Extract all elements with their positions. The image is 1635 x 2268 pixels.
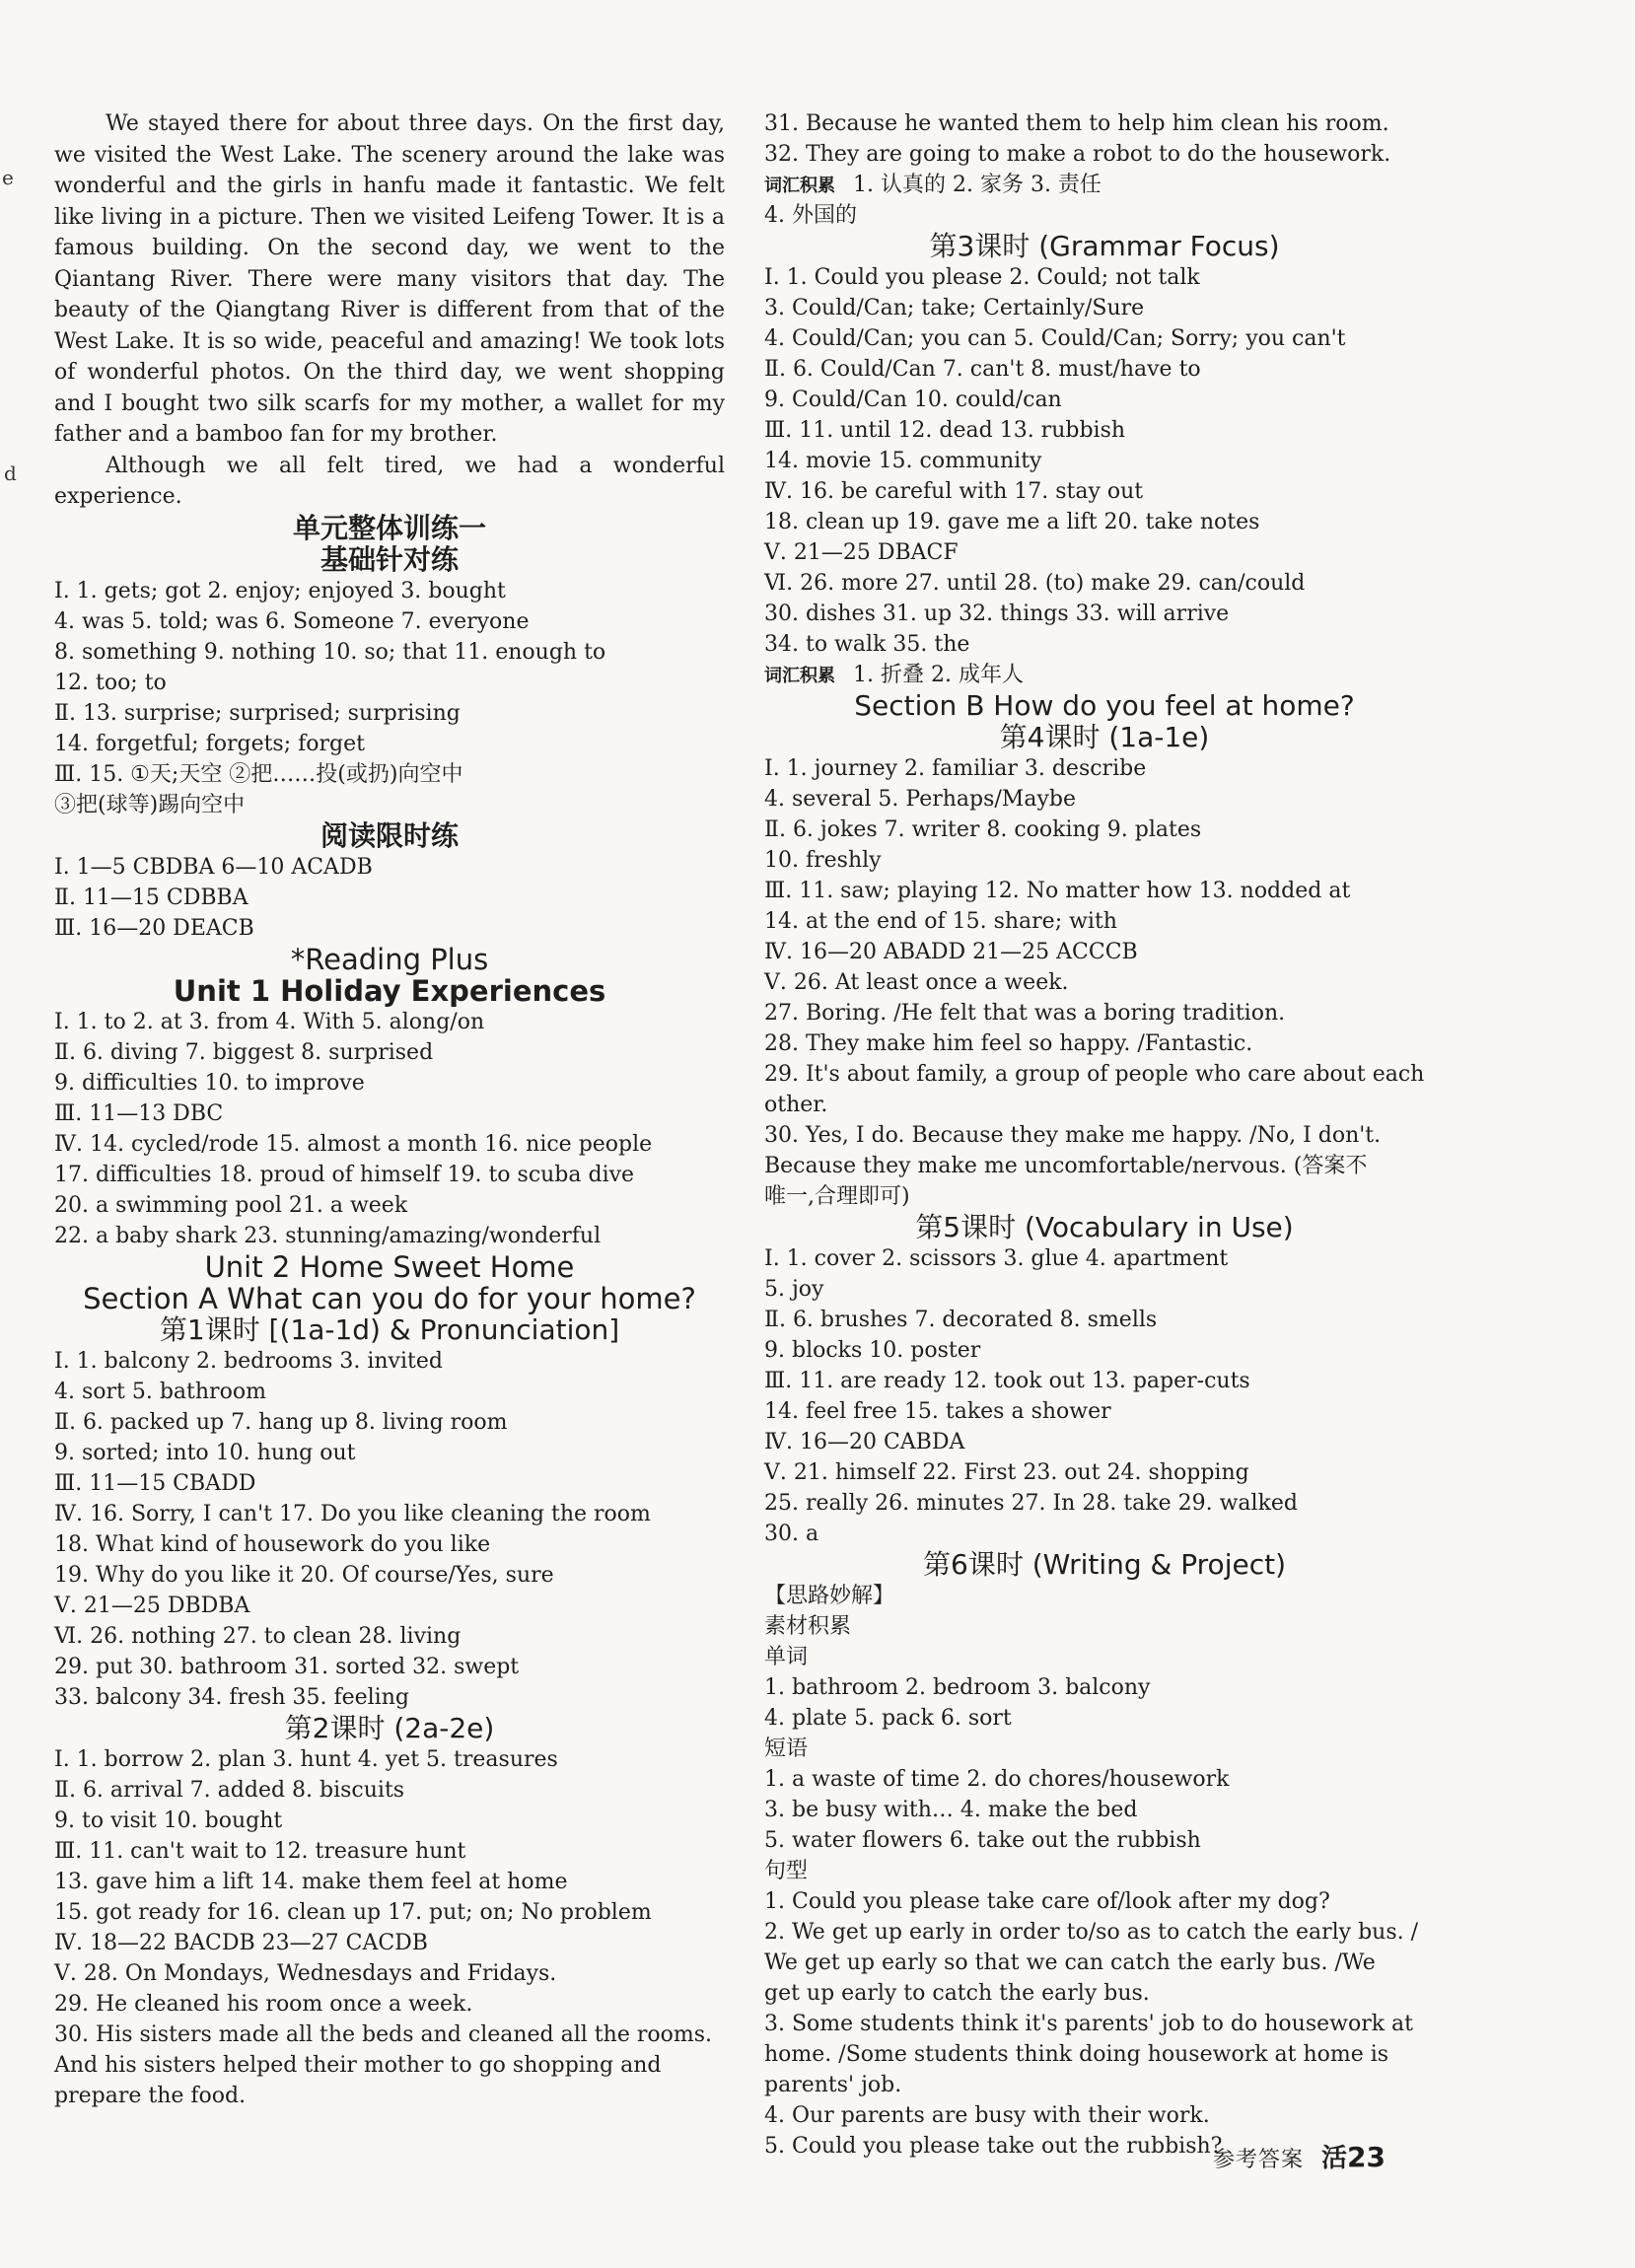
answer-line: 4. Could/Can; you can 5. Could/Can; Sorry; you can't: [764, 326, 1346, 351]
answer-line: Ⅱ. 6. diving 7. biggest 8. surprised: [54, 1039, 434, 1065]
answer-line: 31. Because he wanted them to help him clean his room.: [764, 111, 1389, 136]
answer-line: 【思路妙解】: [764, 1584, 895, 1608]
answer-line: 5. water flowers 6. take out the rubbish: [764, 1828, 1201, 1853]
answer-line: 17. difficulties 18. proud of himself 19. to scuba dive: [54, 1162, 635, 1187]
answer-line: 14. feel free 15. takes a shower: [764, 1399, 1111, 1424]
footer-prefix: 活: [1321, 2144, 1348, 2173]
answer-line: 3. be busy with… 4. make the bed: [764, 1798, 1138, 1822]
answer-line: Ⅰ. 1. to 2. at 3. from 4. With 5. along/on: [54, 1009, 485, 1034]
answer-line: Ⅲ. 11. until 12. dead 13. rubbish: [764, 418, 1126, 443]
answer-line: Ⅱ. 13. surprise; surprised; surprising: [54, 700, 461, 726]
answer-line: 18. clean up 19. gave me a lift 20. take notes: [764, 510, 1260, 534]
answer-line: Ⅳ. 18—22 BACDB 23—27 CACDB: [54, 1930, 428, 1955]
vocab-note-text: 1. 认真的 2. 家务 3. 责任: [853, 173, 1102, 197]
footer-label: 参考答案: [1213, 2148, 1305, 2172]
answer-line: 4. 外国的: [764, 203, 857, 228]
answer-line: Ⅳ. 14. cycled/rode 15. almost a month 16. nice people: [54, 1131, 653, 1157]
answer-line: 短语: [764, 1736, 809, 1761]
answer-line: 25. really 26. minutes 27. In 28. take 29. walked: [764, 1491, 1298, 1516]
right-answer-list: [764, 108, 1445, 2162]
answer-line: 唯一,合理即可): [764, 1184, 910, 1209]
section-heading: 第5课时 (Vocabulary in Use): [915, 1211, 1294, 1243]
answer-line: 5. Could you please take out the rubbish?: [764, 2134, 1223, 2159]
answer-line: Ⅲ. 11. saw; playing 12. No matter how 13. nodded at: [764, 879, 1351, 903]
answer-line: Ⅳ. 16—20 CABDA: [764, 1430, 965, 1454]
section-heading: 第1课时 [(1a-1d) & Pronunciation]: [159, 1312, 620, 1346]
answer-line: get up early to catch the early bus.: [764, 1981, 1150, 2006]
vocab-note-line: [764, 170, 1445, 200]
passage-paragraph-2: Although we all felt tired, we had a wonderful experience.: [54, 453, 725, 509]
answer-line: 30. Yes, I do. Because they make me happy. /No, I don't.: [764, 1123, 1382, 1148]
answer-line: 19. Why do you like it 20. Of course/Yes, sure: [54, 1562, 554, 1588]
section-heading: 第4课时 (1a-1e): [999, 721, 1210, 753]
answer-line: 30. His sisters made all the beds and cleaned all the rooms.: [54, 2021, 712, 2047]
answer-line: Ⅱ. 6. arrival 7. added 8. biscuits: [54, 1777, 405, 1803]
answer-line: 素材积累: [764, 1614, 852, 1639]
answer-line: 8. something 9. nothing 10. so; that 11. enough to: [54, 639, 606, 665]
section-heading: Section A What can you do for your home?: [83, 1281, 696, 1315]
page-number: 23: [1347, 2141, 1386, 2173]
answer-line: We get up early so that we can catch the early bus. /We: [764, 1950, 1376, 1975]
answer-line: 1. a waste of time 2. do chores/housework: [764, 1767, 1230, 1792]
answer-line: 3. Could/Can; take; Certainly/Sure: [764, 296, 1145, 320]
answer-line: 9. blocks 10. poster: [764, 1338, 981, 1363]
answer-line: Ⅲ. 15. ①天;天空 ②把……投(或扔)向空中: [54, 761, 463, 787]
margin-mark-top: e: [2, 166, 14, 189]
answer-line: other.: [764, 1093, 828, 1117]
answer-line: Ⅴ. 21—25 DBDBA: [54, 1593, 250, 1618]
answer-line: Ⅱ. 6. brushes 7. decorated 8. smells: [764, 1308, 1158, 1332]
answer-line: 34. to walk 35. the: [764, 632, 970, 657]
answer-line: Ⅲ. 11—15 CBADD: [54, 1470, 256, 1496]
answer-line: 4. was 5. told; was 6. Someone 7. everyone: [54, 608, 530, 634]
answer-line: 1. bathroom 2. bedroom 3. balcony: [764, 1675, 1151, 1700]
answer-line: Ⅰ. 1. Could you please 2. Could; not talk: [764, 265, 1200, 290]
answer-line: Ⅲ. 11. are ready 12. took out 13. paper-cuts: [764, 1369, 1250, 1393]
answer-line: And his sisters helped their mother to go shopping and: [54, 2052, 662, 2078]
answer-line: 9. difficulties 10. to improve: [54, 1070, 365, 1096]
answer-line: Ⅴ. 28. On Mondays, Wednesdays and Fridays.: [54, 1960, 557, 1986]
vocab-note-text: 1. 折叠 2. 成年人: [853, 663, 1024, 687]
answer-line: Ⅰ. 1. cover 2. scissors 3. glue 4. apartment: [764, 1246, 1229, 1271]
section-heading: *Reading Plus: [290, 942, 489, 976]
answer-line: 14. at the end of 15. share; with: [764, 909, 1117, 934]
right-column: [764, 108, 1445, 2162]
answer-line: Ⅱ. 11—15 CDBBA: [54, 885, 249, 910]
answer-line: 29. put 30. bathroom 31. sorted 32. swept: [54, 1654, 520, 1679]
section-heading: 第3课时 (Grammar Focus): [929, 230, 1280, 262]
answer-line: 4. plate 5. pack 6. sort: [764, 1706, 1012, 1731]
answer-line: Ⅲ. 16—20 DEACB: [54, 915, 254, 941]
answer-line: 20. a swimming pool 21. a week: [54, 1192, 408, 1218]
answer-line: 单词: [764, 1645, 809, 1669]
answer-line: Ⅰ. 1—5 CBDBA 6—10 ACADB: [54, 854, 373, 880]
vocab-tag: 词汇积累: [764, 176, 835, 196]
answer-line: home. /Some students think doing housework at home is: [764, 2042, 1389, 2067]
page-footer: [1213, 2138, 1386, 2174]
answer-line: Ⅳ. 16. Sorry, I can't 17. Do you like cleaning the room: [54, 1501, 651, 1526]
answer-line: 9. sorted; into 10. hung out: [54, 1440, 356, 1465]
vocab-note-line: [764, 660, 1445, 690]
section-heading: Unit 2 Home Sweet Home: [204, 1249, 575, 1284]
answer-line: Ⅴ. 21. himself 22. First 23. out 24. shopping: [764, 1460, 1249, 1485]
answer-line: 3. Some students think it's parents' job to do housework at: [764, 2012, 1414, 2036]
answer-line: Ⅰ. 1. journey 2. familiar 3. describe: [764, 756, 1147, 781]
answer-line: Ⅰ. 1. borrow 2. plan 3. hunt 4. yet 5. treasures: [54, 1746, 558, 1772]
reading-passage: [54, 108, 725, 513]
section-heading: 第2课时 (2a-2e): [284, 1711, 495, 1744]
answer-line: Ⅰ. 1. balcony 2. bedrooms 3. invited: [54, 1348, 443, 1374]
answer-line: 27. Boring. /He felt that was a boring tradition.: [764, 1001, 1286, 1026]
answer-line: 9. to visit 10. bought: [54, 1807, 283, 1833]
answer-line: 4. sort 5. bathroom: [54, 1379, 266, 1404]
answer-line: 18. What kind of housework do you like: [54, 1531, 491, 1557]
answer-line: Ⅰ. 1. gets; got 2. enjoy; enjoyed 3. bought: [54, 578, 506, 603]
answer-line: 12. too; to: [54, 670, 167, 695]
answer-line: parents' job.: [764, 2073, 902, 2097]
passage-paragraph-1: We stayed there for about three days. On the first day, we visited the West Lake. The scenery around the lake was wonderful and the girls in hanfu made it fantastic. We felt like living in a picture. Then we visited Leifeng Tower. It is a famous building. On the second day, we went to the Qiantang River. There were many visitors that day. The beauty of the Qiangtang River is different from that of the West Lake. It is so wide, peaceful and amazing! We took lots of wonderful photos. On the third day, we went shopping and I bought two silk scarfs for my mother, a wallet for my father and a bamboo fan for my brother.: [54, 111, 725, 447]
answer-line: 2. We get up early in order to/so as to catch the early bus. /: [764, 1920, 1419, 1945]
answer-line: Ⅴ. 21—25 DBACF: [764, 540, 959, 565]
section-heading: Unit 1 Holiday Experiences: [173, 973, 606, 1008]
section-heading: Section B How do you feel at home?: [854, 689, 1355, 722]
answer-line: 9. Could/Can 10. could/can: [764, 388, 1062, 412]
answer-line: ③把(球等)踢向空中: [54, 792, 246, 817]
section-heading: 基础针对练: [320, 542, 459, 576]
answer-line: Ⅲ. 11. can't wait to 12. treasure hunt: [54, 1838, 466, 1864]
answer-line: 4. Our parents are busy with their work.: [764, 2103, 1210, 2128]
section-heading: 阅读限时练: [320, 818, 459, 852]
answer-line: 32. They are going to make a robot to do the housework.: [764, 142, 1391, 167]
left-answer-list: [54, 513, 725, 2111]
answer-line: Ⅴ. 26. At least once a week.: [764, 970, 1069, 995]
margin-mark-middle: d: [4, 461, 17, 485]
answer-line: 33. balcony 34. fresh 35. feeling: [54, 1684, 409, 1710]
answer-line: Ⅳ. 16—20 ABADD 21—25 ACCCB: [764, 940, 1138, 964]
answer-line: 13. gave him a lift 14. make them feel at home: [54, 1869, 568, 1894]
answer-line: Because they make me uncomfortable/nervous. (答案不: [764, 1154, 1368, 1178]
section-heading: 单元整体训练一: [292, 511, 486, 544]
answer-line: 句型: [764, 1859, 809, 1883]
answer-line: 1. Could you please take care of/look after my dog?: [764, 1889, 1330, 1914]
answer-line: 5. joy: [764, 1277, 824, 1302]
answer-line: 29. He cleaned his room once a week.: [54, 1991, 473, 2017]
answer-line: Ⅲ. 11—13 DBC: [54, 1100, 224, 1126]
vocab-tag: 词汇积累: [764, 666, 835, 686]
answer-line: 10. freshly: [764, 848, 882, 873]
answer-line: Ⅵ. 26. nothing 27. to clean 28. living: [54, 1623, 462, 1649]
answer-line: Ⅱ. 6. packed up 7. hang up 8. living room: [54, 1409, 508, 1435]
answer-line: Ⅵ. 26. more 27. until 28. (to) make 29. can/could: [764, 571, 1306, 596]
answer-line: 15. got ready for 16. clean up 17. put; on; No problem: [54, 1899, 652, 1925]
answer-line: 28. They make him feel so happy. /Fantastic.: [764, 1031, 1253, 1056]
answer-line: 14. movie 15. community: [764, 449, 1042, 473]
left-column: [54, 108, 725, 2111]
section-heading: 第6课时 (Writing & Project): [923, 1548, 1286, 1581]
answer-line: Ⅳ. 16. be careful with 17. stay out: [764, 479, 1144, 504]
answer-line: prepare the food.: [54, 2083, 247, 2108]
answer-line: 4. several 5. Perhaps/Maybe: [764, 787, 1076, 812]
answer-line: 22. a baby shark 23. stunning/amazing/wonderful: [54, 1223, 602, 1248]
answer-line: 30. a: [764, 1522, 819, 1546]
answer-line: 14. forgetful; forgets; forget: [54, 731, 365, 756]
answer-line: 29. It's about family, a group of people who care about each: [764, 1062, 1425, 1087]
answer-line: Ⅱ. 6. Could/Can 7. can't 8. must/have to: [764, 357, 1201, 382]
answer-line: 30. dishes 31. up 32. things 33. will arrive: [764, 602, 1230, 626]
answer-line: Ⅱ. 6. jokes 7. writer 8. cooking 9. plates: [764, 817, 1202, 842]
